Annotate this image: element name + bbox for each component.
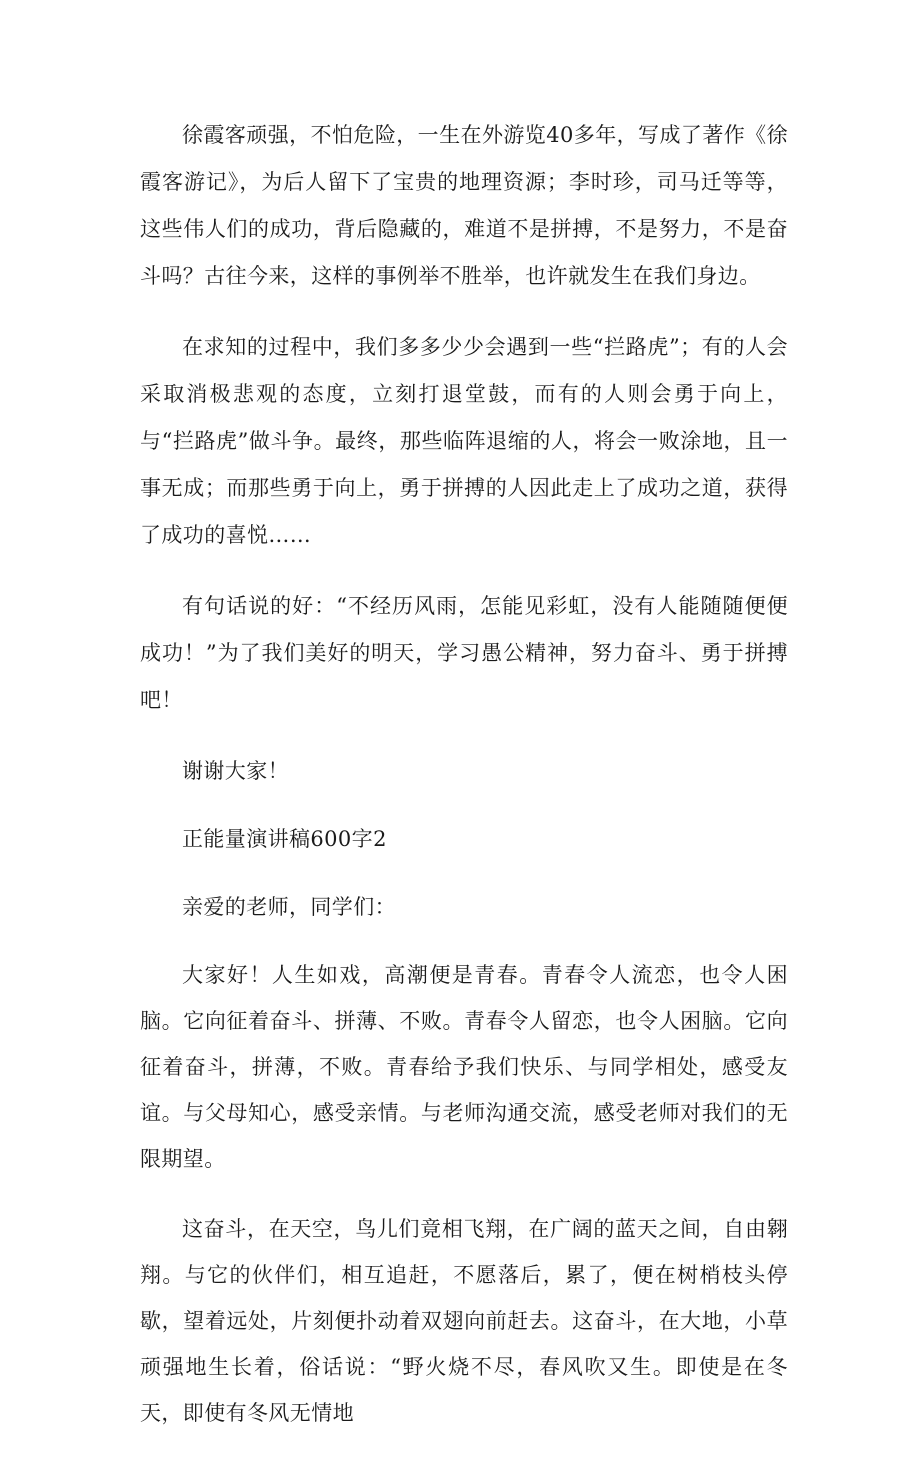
- paragraph-roadblock: 在求知的过程中，我们多多少少会遇到一些“拦路虎”；有的人会采取消极悲观的态度，立刻打退堂鼓，而有的人则会勇于向上，与“拦路虎”做斗争。最终，那些临阵退缩的人，将会一败涂地，且一事无成；而那些勇于向上，勇于拼搏的人因此走上了成功之道，获得了成功的喜悦……: [140, 335, 788, 547]
- paragraph-xu-xiake: 徐霞客顽强，不怕危险，一生在外游览40多年，写成了著作《徐霞客游记》，为后人留下了宝贵的地理资源；李时珍，司马迁等等，这些伟人们的成功，背后隐藏的，难道不是拼搏，不是努力，不是奋斗吗？古往今来，这样的事例举不胜举，也许就发生在我们身边。: [140, 123, 788, 288]
- salutation: 亲爱的老师，同学们：: [182, 895, 396, 919]
- section-title: 正能量演讲稿600字2: [182, 827, 387, 851]
- paragraph-saying: 有句话说的好：“不经历风雨，怎能见彩虹，没有人能随随便便成功！”为了我们美好的明天，学习愚公精神，努力奋斗、勇于拼搏吧！: [140, 594, 788, 712]
- thanks-line: 谢谢大家！: [182, 759, 289, 783]
- document-body: [140, 112, 788, 1460]
- paragraph-youth: 大家好！人生如戏，高潮便是青春。青春令人流恋，也令人困脑。它向征着奋斗、拼薄、不败。青春令人留恋，也令人困脑。它向征着奋斗，拼薄，不败。青春给予我们快乐、与同学相处，感受友谊。与父母知心，感受亲情。与老师沟通交流，感受老师对我们的无限期望。: [140, 963, 788, 1171]
- paragraph-struggle: 这奋斗，在天空，鸟儿们竟相飞翔，在广阔的蓝天之间，自由翱翔。与它的伙伴们，相互追赶，不愿落后，累了，便在树梢枝头停歇，望着远处，片刻便扑动着双翅向前赶去。这奋斗，在大地，小草顽强地生长着，俗话说：“野火烧不尽，春风吹又生。即使是在冬天，即使有冬风无情地: [140, 1217, 788, 1425]
